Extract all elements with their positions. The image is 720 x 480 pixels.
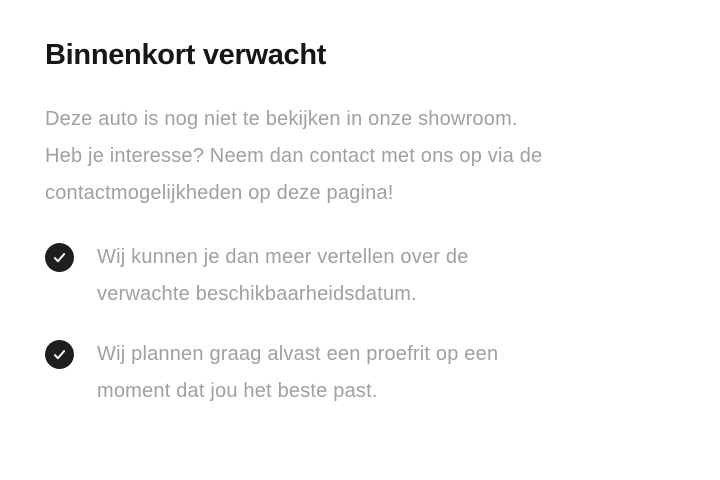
check-circle-icon [45,340,74,369]
intro-line: Deze auto is nog niet te bekijken in onze showroom. [45,107,518,130]
list-item-line: moment dat jou het beste past. [97,379,378,402]
list-item-text [97,336,498,410]
checkmark-icon [51,249,68,266]
benefits-checklist [45,239,675,410]
list-item [45,239,675,313]
list-item [45,336,675,410]
list-item-line: Wij kunnen je dan meer vertellen over de [97,245,469,268]
section-title: Binnenkort verwacht [45,39,327,71]
intro-line: Heb je interesse? Neem dan contact met ons op via de [45,144,543,167]
intro-line: contactmogelijkheden op deze pagina! [45,181,394,204]
checkmark-icon [51,346,68,363]
check-circle-icon [45,243,74,272]
list-item-text [97,239,469,313]
list-item-line: verwachte beschikbaarheidsdatum. [97,282,417,305]
list-item-line: Wij plannen graag alvast een proefrit op een [97,342,499,365]
intro-paragraph [45,101,675,212]
